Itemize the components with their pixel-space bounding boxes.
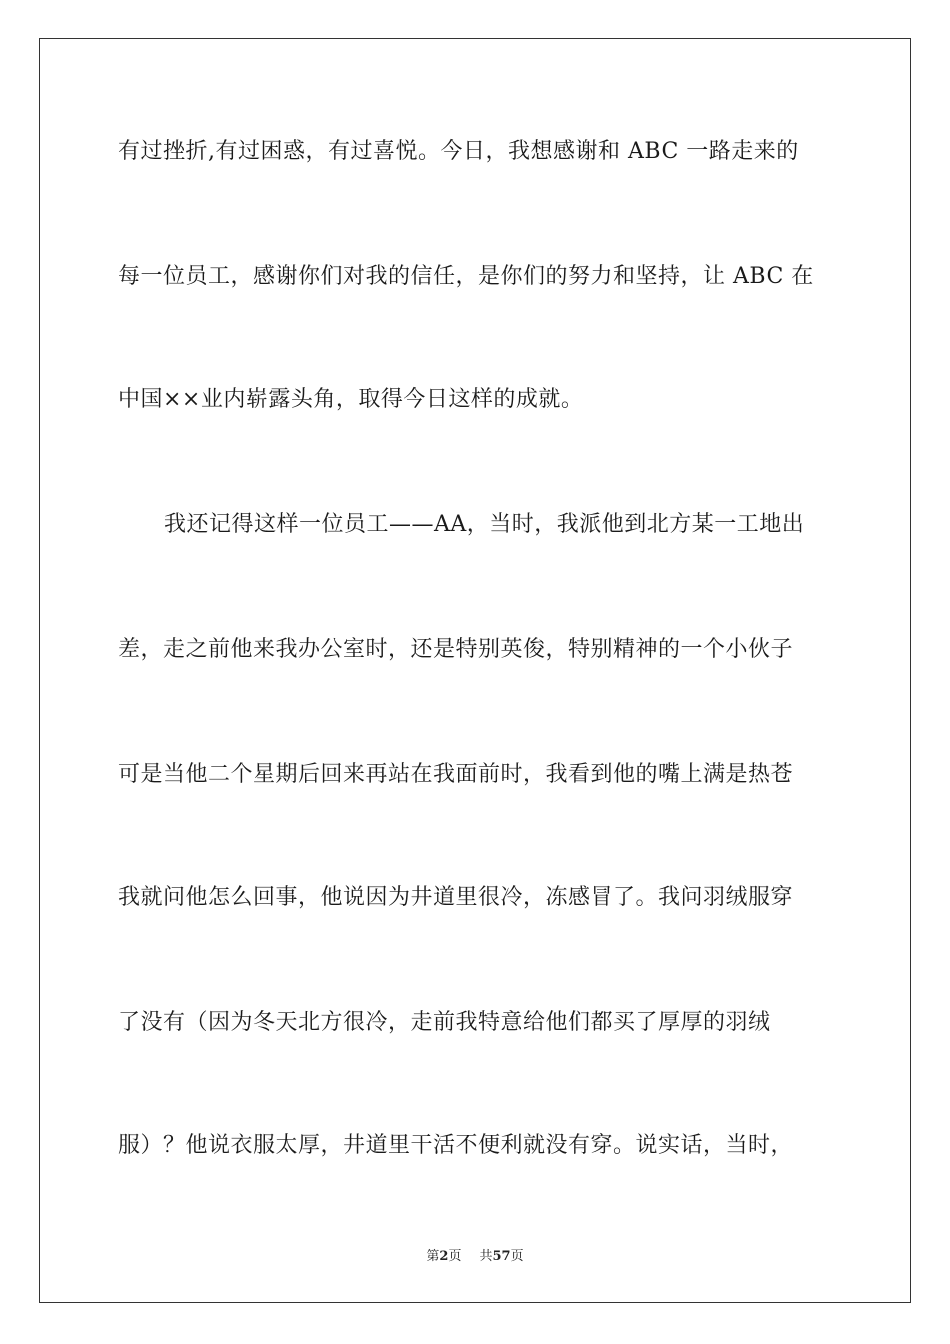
paragraph-start-line: 我还记得这样一位员工——AA，当时，我派他到北方某一工地出: [164, 512, 805, 537]
total-pages: 57: [492, 1249, 511, 1264]
page-border: [39, 38, 911, 1303]
body-text-line-8: 了没有（因为冬天北方很冷，走前我特意给他们都买了厚厚的羽绒: [118, 1010, 771, 1035]
body-text-line-6: 可是当他二个星期后回来再站在我面前时，我看到他的嘴上满是热苍: [118, 762, 794, 787]
body-text-line-3: 中国××业内崭露头角，取得今日这样的成就。: [118, 387, 584, 412]
body-text-line-9: 服）？他说衣服太厚，井道里干活不便利就没有穿。说实话，当时，: [118, 1133, 794, 1158]
body-text-line-5: 差，走之前他来我办公室时，还是特别英俊，特别精神的一个小伙子: [118, 637, 794, 662]
total-suffix: 页: [510, 1249, 524, 1264]
body-text-line-2: 每一位员工，感谢你们对我的信任，是你们的努力和坚持，让 ABC 在: [118, 264, 814, 289]
body-text-line-7: 我就问他怎么回事，他说因为井道里很冷，冻感冒了。我问羽绒服穿: [118, 885, 794, 910]
page-footer: [0, 1249, 950, 1265]
body-text-line-1: 有过挫折,有过困惑，有过喜悦。今日，我想感谢和 ABC 一路走来的: [118, 139, 799, 164]
total-prefix: 共: [479, 1249, 493, 1264]
page-number: 2: [439, 1249, 449, 1264]
page-suffix: 页: [448, 1249, 462, 1264]
page-prefix: 第: [426, 1249, 440, 1264]
